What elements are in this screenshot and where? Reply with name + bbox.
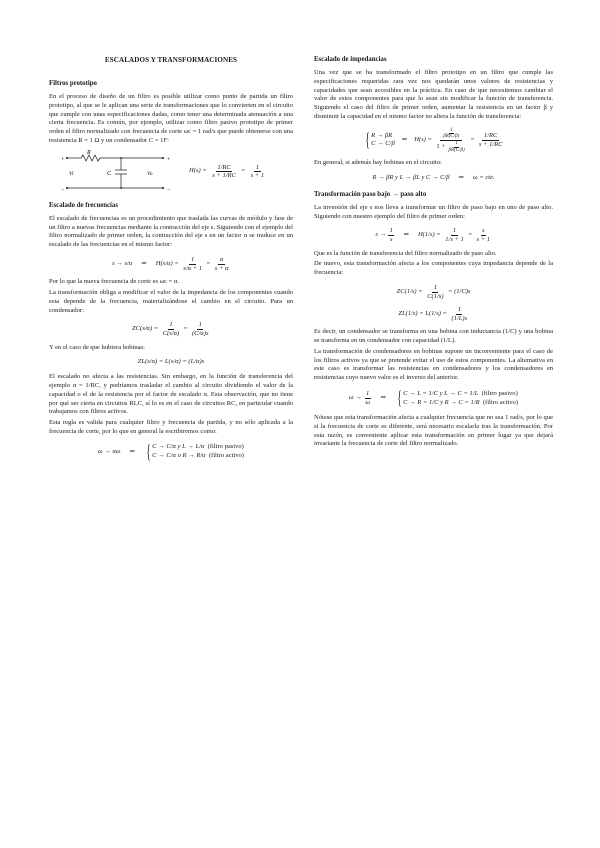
eq-lhs: H(s/α) =	[155, 259, 179, 267]
equation-general-scaling-rule	[49, 443, 293, 462]
eq-fraction-1	[182, 256, 204, 272]
inner-fraction-2	[447, 141, 466, 153]
section-heading-escalado-frecuencias: Escalado de frecuencias	[49, 201, 118, 209]
fraction-denominator: (1/L)s	[451, 314, 468, 322]
paragraph-components-affected: De nuevo, esta transformación afecta a los componentes cuya impedancia depende de la frecuencia:	[314, 260, 553, 277]
vin-label: Vi	[69, 170, 74, 177]
eq-rhs	[414, 128, 504, 153]
vin-minus-sign: −	[61, 186, 65, 193]
transfer-fraction-2	[249, 164, 266, 180]
case-expression: C → C/α y L → L/α	[152, 443, 205, 451]
paragraph-prototipo-intro: En el proceso de diseño de un filtro es posible utilizar como punto de partida un filtro prototipo, al que se le aplican una serie de transformaciones que lo convierten en el circuito que cumple con unas especificaciones dadas, como tener una determinada atenuación a una cierta frecuencia. Es común, por ejemplo, utilizar como filtro pasivo prototipo de primer orden el filtro normalizado con frecuencia de corte ωc = 1 rad/s que puede obtenerse con una resistencia R = 1 Ω y un condensador C = 1F:	[49, 93, 293, 144]
right-column	[314, 56, 553, 451]
eq-lhs: H(s) =	[414, 136, 432, 144]
fraction-denominator: 1/s + 1	[445, 235, 464, 243]
cases-block	[144, 443, 244, 462]
fraction-denominator: s/α + 1	[183, 264, 202, 272]
fraction-denominator: s + 1/RC	[478, 140, 503, 148]
implies-arrow: ⇒	[129, 447, 136, 455]
cases-block	[395, 389, 518, 408]
eq-rhs: = (1/C)s	[448, 287, 471, 295]
fraction-numerator: 1	[255, 163, 259, 171]
fraction-denominator: s + 1/RC	[212, 172, 236, 180]
compound-numerator	[440, 128, 462, 141]
fraction-denominator: s + 1	[476, 235, 491, 243]
equation-frequency-scaling	[49, 256, 293, 272]
paragraph-cutoff: Por lo que la nueva frecuencia de corte es ωc = α.	[49, 278, 179, 286]
capacitor-label: C	[107, 170, 112, 177]
case-line-1: R → βR	[371, 131, 393, 139]
equals-sign: =	[470, 136, 475, 144]
compound-denominator	[435, 141, 468, 153]
map-fraction	[364, 390, 372, 406]
section-heading-escalado-impedancias: Escalado de impedancias	[314, 56, 387, 63]
eq-fraction	[426, 284, 445, 300]
eq-rhs	[418, 227, 492, 243]
inner-fraction-1	[442, 128, 461, 140]
fraction-numerator: 1	[457, 306, 461, 314]
fraction-numerator: 1/RC	[217, 163, 231, 171]
fraction-denominator: C(1/s)	[427, 292, 444, 300]
case-expression: C → C/α o R → R/α	[152, 452, 206, 460]
vout-plus-sign: +	[167, 156, 171, 163]
equation-impedance-scaling	[314, 128, 553, 153]
eq-inductor-text: ZL(s/α) = L(s/α) = (L/α)s	[137, 358, 205, 366]
prototype-transfer-function	[189, 164, 266, 180]
case-line-1	[403, 390, 518, 399]
paragraph-resistance-note: El escalado no afecta a las resistencias. Sin embargo, en la función de transferencia del ejemplo α = 1/RC, y podríamos trasladar el cambio al circuito dividiendo el valor de la capacidad o el de la resistencia por el factor de escalado α. Esta observación, que no tiene por qué ser cierta en circuitos RLC, sí lo es en el caso de circuitos RC, en particular cuando trabajamos con filtros activos.	[49, 373, 293, 416]
resistor-label: R	[87, 149, 91, 156]
paragraph-highpass-result: Que es la función de transferencia del filtro normalizado de paso alto.	[314, 249, 497, 257]
fraction-numerator: 1	[450, 127, 453, 133]
left-column	[49, 80, 293, 468]
equation-inductor-impedance	[49, 358, 293, 367]
one-plus: 1 +	[436, 143, 446, 151]
case-line-2	[152, 452, 244, 461]
case-note: (filtro activo)	[482, 398, 518, 406]
case-note: (filtro pasivo)	[207, 443, 244, 451]
map-lhs: ω →	[349, 394, 362, 402]
case-line-1	[152, 443, 244, 452]
fraction-denominator: s	[390, 235, 393, 243]
equals-sign: =	[206, 259, 211, 267]
equation-lowpass-to-highpass	[314, 227, 553, 243]
fraction-numerator: 1	[389, 227, 393, 235]
vin-plus-sign: +	[61, 156, 65, 163]
cases-lines	[371, 132, 395, 150]
fraction-denominator: s + 1	[250, 172, 265, 180]
rc-circuit-diagram	[59, 150, 179, 194]
eq-fraction-2	[475, 227, 492, 243]
eq-mapping: s → s/α	[112, 259, 133, 267]
map-lhs: s →	[375, 231, 387, 239]
case-expression: C → R = 1/C y R → C = 1/R	[403, 398, 480, 406]
fraction-numerator: 1	[452, 227, 457, 235]
section-heading-filtros-prototipo: Filtros prototipo	[49, 80, 97, 87]
fraction-numerator: 1	[433, 283, 437, 291]
fraction-denominator: βR(C/β)	[443, 134, 460, 140]
left-brace: {	[365, 129, 370, 151]
paragraph-capacitor-to-inductor: Es decir, un condensador se transforma en una bobina con inductancia (1/C) y una bobina se transforma en un condensador con capacidad (1/L).	[314, 328, 553, 345]
left-brace: {	[146, 441, 151, 463]
eq-rhs	[156, 256, 230, 272]
section-heading-paso-bajo-alto: Transformación paso bajo → paso alto	[314, 190, 427, 198]
fraction-numerator: 1	[198, 321, 202, 329]
fraction-numerator: 1	[169, 321, 173, 329]
case-note: (filtro pasivo)	[481, 389, 518, 397]
paragraph-impedance-change: La transformación obliga a modificar el valor de la impedancia de los componentes cuando esta depende de la frecuencia, materializándose el cambio en el circuito. Para un condensador:	[49, 288, 293, 314]
eq-fraction	[450, 306, 469, 322]
eq-fraction-2	[213, 256, 230, 272]
equation-rlc-scaling	[314, 174, 553, 183]
equation-capacitor-inversion	[314, 284, 553, 300]
fraction-numerator: α	[219, 255, 224, 263]
eq-rule: R → βR y L → βL y C → C/β	[372, 173, 450, 181]
implies-arrow: ⇒	[401, 136, 408, 144]
fraction-numerator: s	[482, 227, 485, 235]
fraction-denominator: βR(C/β)	[448, 147, 465, 153]
paragraph-impedancias-intro: Una vez que se ha transformado el filtro prototipo en un filtro que cumple las especificaciones requeridas rara vez nos quedarán unos valores de resistencias y capacidades que sean accesibles en la práctica. En caso de que necesitemos cambiar el valor de estos componentes para que lo sean sin modificar la función de transferencia. Siguiendo el caso del filtro de primer orden, aumentar la resistencia en un factor β y disminuir la capacidad en el mismo factor no altera la función de transferencia:	[314, 69, 553, 120]
equals-sign: =	[468, 231, 473, 239]
eq-fraction-1	[161, 321, 181, 337]
case-note: (filtro activo)	[208, 452, 244, 460]
implies-arrow: ⇒	[141, 259, 147, 267]
paragraph-active-alternative: La transformación de condensadores en bobinas supone un inconveniente para el caso de los filtros activos ya que se pretende evitar el uso de estos componentes. La alternativa en este caso es transformar las resistencias en condensadores y los condensadores en resistencias cuyo nuevo valor es el inverso del anterior.	[314, 347, 553, 382]
paragraph-inversion: La inversión del eje s nos lleva a transformar un filtro de paso bajo en uno de paso alto. Siguiendo con nuestro ejemplo del filtro de primer orden:	[314, 203, 553, 220]
fraction-denominator: C(s/α)	[162, 329, 180, 337]
eq-fraction-2	[477, 132, 504, 148]
eq-lhs: ZL(1/s) = L(1/s) =	[398, 309, 447, 317]
eq-result: ω = cte.	[473, 173, 495, 181]
paragraph-general-rule: Esta regla es valida para cualquier filtro y frecuencia de partida, y no sólo aplicada a la frecuencia de corte, por lo que en general la escribiremos como:	[49, 419, 293, 435]
fraction-numerator: 1	[455, 140, 458, 146]
map-fraction	[388, 227, 394, 243]
cases-lines	[152, 443, 244, 461]
fraction-denominator: (C/α)s	[191, 329, 209, 337]
eq-mapping	[349, 390, 371, 406]
vout-label: Vo	[147, 170, 153, 177]
rc-circuit-figure	[59, 150, 293, 194]
eq-fraction-1	[444, 227, 466, 243]
eq-fraction-2	[190, 321, 210, 337]
case-expression: C → L = 1/C y L → C = 1/L	[403, 389, 479, 397]
case-line-2: C → C/β	[371, 140, 395, 148]
implies-arrow: ⇒	[403, 231, 409, 239]
equation-capacitor-impedance	[49, 321, 293, 337]
paragraph-bobinas: En general, si además hay bobinas en el circuito:	[314, 159, 442, 167]
equals-sign: =	[241, 167, 246, 175]
vout-minus-sign: −	[167, 186, 171, 193]
eq-mapping	[375, 227, 394, 243]
compound-fraction	[435, 128, 468, 153]
paragraph-inductor-case: Y en el caso de que hubiera bobinas:	[49, 343, 145, 351]
eq-lhs: H(1/s) =	[417, 231, 441, 239]
eq-lhs: ZC(s/α) =	[132, 325, 159, 333]
equals-sign: =	[183, 325, 188, 333]
left-brace: {	[397, 388, 402, 410]
transfer-fraction-1	[211, 164, 238, 180]
implies-arrow: ⇒	[380, 394, 386, 402]
page-title: ESCALADOS Y TRANSFORMACIONES	[104, 56, 238, 64]
fraction-numerator: 1/RC	[483, 132, 498, 140]
fraction-denominator: ω	[365, 399, 370, 407]
fraction-denominator: s + α	[214, 264, 229, 272]
fraction-numerator: 1	[190, 255, 195, 263]
implies-arrow: ⇒	[458, 173, 465, 181]
fraction-numerator: 1	[366, 390, 370, 398]
eq-mapping: ω → αω	[98, 447, 121, 455]
equation-inductor-inversion	[314, 306, 553, 322]
cases-block	[363, 131, 395, 150]
eq-lhs: ZC(1/s) =	[396, 287, 423, 295]
transfer-lhs: H(s) =	[189, 167, 207, 175]
paragraph-escalado-intro: El escalado de frecuencias es un procedimiento que traslada las curvas de módulo y fase de un filtro a nuevas frecuencias mediante la contracción del eje s. Siguiendo con el ejemplo del filtro normalizado de primer orden, la contracción del eje s en un factor α se traduce en un escalado de las frecuencias en el mismo factor:	[49, 214, 293, 249]
paragraph-final-note: Nótese que esta transformación afecta a cualquier frecuencia que no sea 1 rad/s, por lo que si la frecuencia de corte es diferente, será necesario escalarla tras la transformación. Por esta razón, es conveniente aplicar esta transformación en primer lugar ya que dejará invariante la frecuencia de corte del filtro normalizado.	[314, 414, 553, 448]
equation-inversion-rules	[314, 389, 553, 408]
cases-lines	[403, 390, 518, 408]
case-line-2	[403, 399, 518, 408]
